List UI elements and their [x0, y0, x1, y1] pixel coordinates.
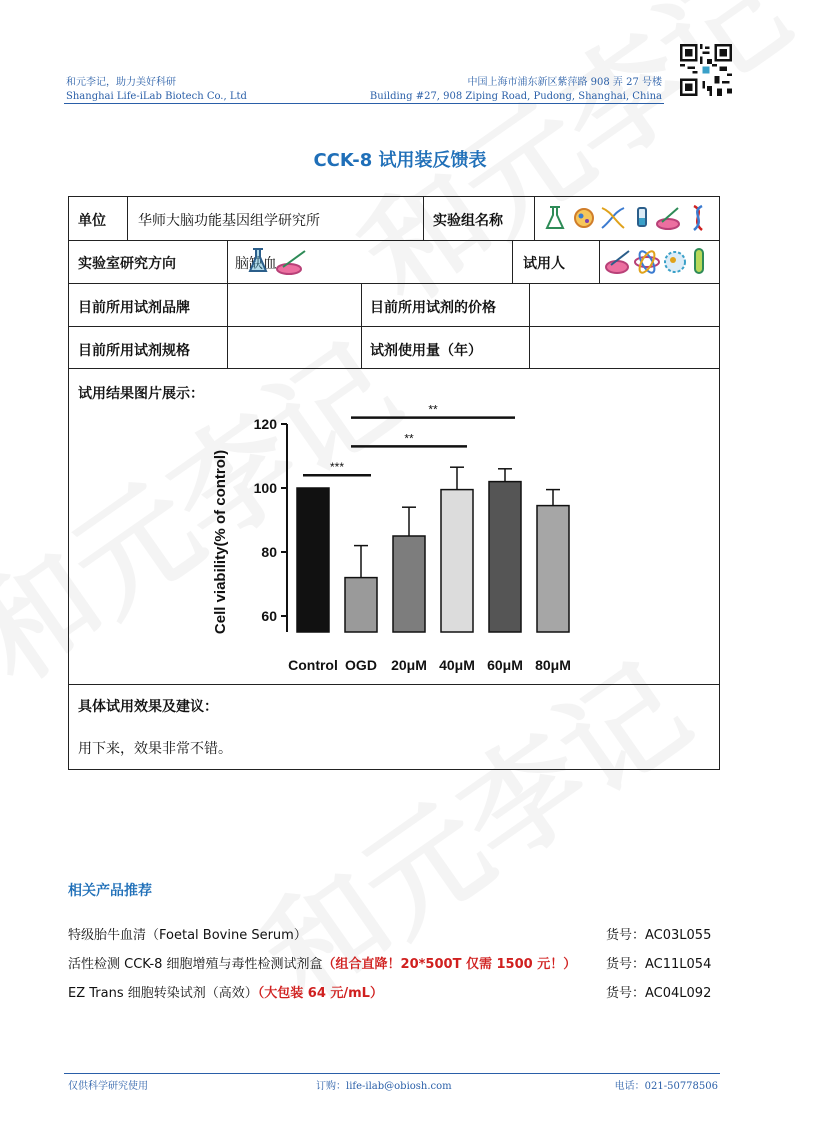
- petri-dish-icon: [657, 208, 679, 229]
- product-promo: （组合直降！20*500T 仅需 1500 元！）: [322, 957, 577, 972]
- col-divider: [127, 197, 128, 240]
- col-divider: [512, 240, 513, 283]
- col-divider: [361, 283, 362, 368]
- company-name-cn: 和元李记，助力美好科研: [66, 77, 176, 88]
- dna-icon: [602, 208, 624, 228]
- header-divider: [64, 103, 664, 104]
- lab-icons-overlay: [249, 245, 311, 279]
- cell-viability-chart: [205, 402, 585, 680]
- row-divider: [69, 283, 719, 284]
- product-code: 货号：AC04L092: [606, 986, 712, 1001]
- qr-code-icon: [680, 44, 732, 96]
- test-tube-icon: [695, 249, 703, 273]
- page-title: CCK-8 试用装反馈表: [313, 150, 487, 171]
- atom-icon: [635, 249, 659, 275]
- product-item[interactable]: [68, 953, 576, 972]
- x-tick-label: 80μM: [535, 657, 571, 673]
- row-divider: [69, 326, 719, 327]
- petri-dish-icon: [606, 251, 629, 273]
- row-divider: [69, 240, 719, 241]
- unit-value: 华师大脑功能基因组学研究所: [138, 213, 320, 229]
- bar: [537, 506, 569, 632]
- x-tick-label: 40μM: [439, 657, 475, 673]
- footer-order-email[interactable]: 订购：life-ilab@obiosh.com: [316, 1081, 452, 1092]
- col-divider: [599, 240, 600, 283]
- significance-label: **: [428, 402, 438, 417]
- reagent-spec-label: 目前所用试剂规格: [78, 343, 190, 359]
- y-tick-label: 120: [253, 416, 277, 432]
- trial-person-icons: [603, 245, 711, 279]
- dna-strand-icon: [694, 206, 702, 230]
- product-code: 货号：AC11L054: [606, 957, 712, 972]
- product-name: 特级胎牛血清（Foetal Bovine Serum）: [68, 928, 307, 943]
- results-label: 试用结果图片展示：: [78, 386, 204, 402]
- col-divider: [227, 283, 228, 368]
- footer-disclaimer: 仅供科学研究使用: [68, 1081, 148, 1092]
- address-en: Building #27, 908 Ziping Road, Pudong, Shanghai, China: [369, 91, 662, 102]
- product-code: 货号：AC03L055: [606, 928, 712, 943]
- related-products-title: 相关产品推荐: [68, 883, 152, 899]
- x-tick-label: 20μM: [391, 657, 427, 673]
- significance-label: ***: [329, 460, 345, 475]
- col-divider: [529, 283, 530, 368]
- bar: [441, 490, 473, 632]
- bacteria-icon: [665, 252, 685, 272]
- petri-dish-icon: [277, 251, 305, 274]
- reagent-brand-label: 目前所用试剂品牌: [78, 300, 190, 316]
- y-tick-label: 80: [261, 544, 277, 560]
- feedback-value: 用下来，效果非常不错。: [78, 741, 232, 757]
- bar: [489, 482, 521, 632]
- product-item[interactable]: [68, 982, 383, 1001]
- company-name-en: Shanghai Life-iLab Biotech Co., Ltd: [66, 91, 247, 102]
- cell-icon: [575, 209, 593, 227]
- row-divider: [69, 368, 719, 369]
- significance-label: **: [404, 431, 414, 446]
- product-name: EZ Trans 细胞转染试剂（高效）: [68, 986, 258, 1001]
- research-direction-value: 脑缺血: [235, 256, 277, 272]
- col-divider: [534, 197, 535, 240]
- flask-icon: [250, 249, 266, 271]
- research-direction-label: 实验室研究方向: [78, 256, 176, 272]
- bar: [345, 578, 377, 632]
- product-name: 活性检测 CCK-8 细胞增殖与毒性检测试剂盒: [68, 957, 323, 972]
- feedback-label: 具体试用效果及建议：: [78, 699, 218, 715]
- reagent-price-label: 目前所用试剂的价格: [370, 300, 496, 316]
- beaker-icon: [638, 208, 646, 226]
- header-company: [66, 76, 247, 104]
- x-tick-label: 60μM: [487, 657, 523, 673]
- address-cn: 中国上海市浦东新区紫萍路 908 弄 27 号楼: [467, 77, 662, 88]
- science-icons-group: [544, 202, 716, 234]
- product-item[interactable]: [68, 924, 307, 943]
- trial-person-label: 试用人: [523, 256, 565, 272]
- unit-label: 单位: [78, 213, 106, 229]
- y-tick-label: 60: [261, 608, 277, 624]
- bar: [297, 488, 329, 632]
- y-axis-label: Cell viability(% of control): [212, 449, 229, 635]
- group-name-label: 实验组名称: [433, 213, 503, 229]
- col-divider: [423, 197, 424, 240]
- reagent-usage-label: 试剂使用量（年）: [370, 343, 482, 359]
- bar: [393, 536, 425, 632]
- y-tick-label: 100: [253, 480, 277, 496]
- x-tick-label: OGD: [345, 657, 377, 673]
- row-divider: [69, 684, 719, 685]
- header-address: [370, 76, 662, 104]
- flask-icon: [547, 207, 563, 228]
- col-divider: [227, 240, 228, 283]
- product-promo: （大包装 64 元/mL）: [257, 986, 383, 1001]
- footer-divider: [64, 1073, 720, 1074]
- feedback-form: [68, 196, 720, 770]
- footer-phone: 电话：021-50778506: [614, 1081, 718, 1092]
- x-tick-label: Control: [288, 657, 338, 673]
